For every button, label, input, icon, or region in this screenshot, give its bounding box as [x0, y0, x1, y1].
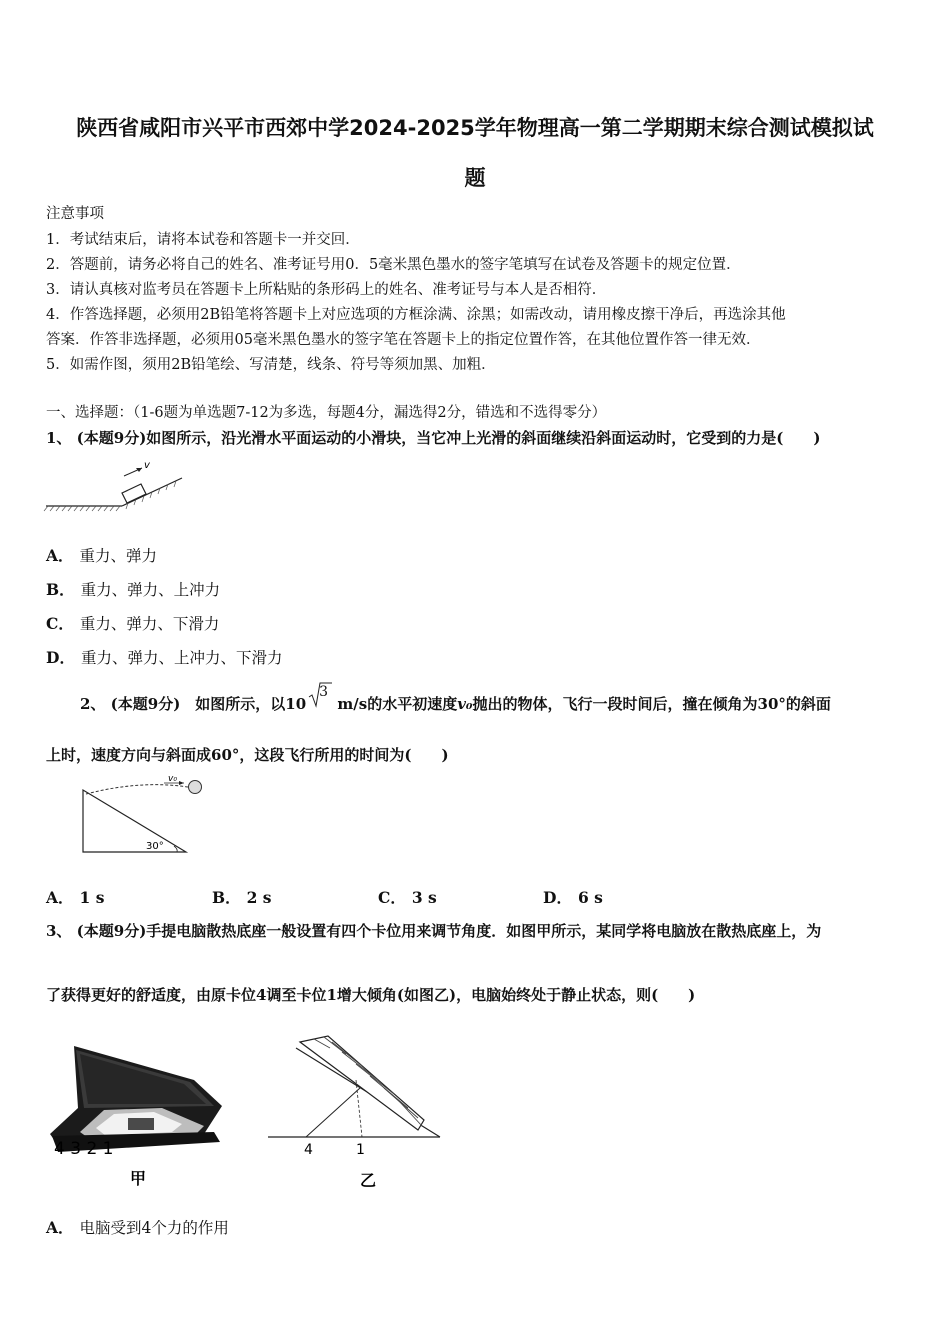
- q1-option-c-text: 重力、弹力、下滑力: [79, 615, 220, 633]
- q3-fig-jia-label: 甲: [130, 1169, 147, 1188]
- q1-option-c-letter: C．: [46, 614, 74, 633]
- notice-item: 1．考试结束后，请将本试卷和答题卡一并交回．: [46, 232, 360, 248]
- q2-option-a-letter: A．: [46, 888, 74, 907]
- q3-fig-jia-numbers: 4 3 2 1: [54, 1139, 114, 1159]
- q2-stem-v0: v₀: [457, 695, 473, 713]
- q2-stem-c: 抛出的物体，飞行一段时间后，撞在倾角为30°的斜面: [472, 695, 831, 713]
- q2-option-a: [46, 886, 110, 908]
- q2-option-b: [212, 886, 278, 908]
- notice-item: 答案．作答非选择题，必须用05毫米黑色墨水的签字笔在答题卡上的指定位置作答，在其他位置作答一律无效．: [46, 332, 761, 348]
- notice-item: 4．作答选择题，必须用2B铅笔将答题卡上对应选项的方框涂满、涂黑；如需改动，请用橡皮擦干净后，再选涂其他: [46, 307, 786, 323]
- notice-item: 2．答题前，请务必将自己的姓名、准考证号用0．5毫米黑色墨水的签字笔填写在试卷及答题卡的规定位置．: [46, 257, 741, 273]
- q3-fig-yi-num4: 4: [304, 1142, 313, 1158]
- q3-option-a-letter: A．: [46, 1218, 74, 1237]
- q1-option-b-text: 重力、弹力、上冲力: [80, 581, 221, 599]
- q2-fig-angle-label: 30°: [146, 841, 164, 852]
- page-title: 陕西省咸阳市兴平市西郊中学2024-2025学年物理高一第二学期期末综合测试模拟试: [76, 116, 874, 140]
- q2-option-c: [378, 886, 443, 908]
- q1-figure-incline: [44, 456, 189, 516]
- q3-figure-yi-diagram: [266, 1030, 451, 1198]
- q3-option-a: [46, 1216, 229, 1238]
- q2-option-b-letter: B．: [212, 888, 241, 907]
- q1-stem: 1、 (本题9分)如图所示，沿光滑水平面运动的小滑块，当它冲上光滑的斜面继续沿斜面运动时，它受到的力是( ): [46, 429, 821, 447]
- q3-fig-yi-label: 乙: [360, 1171, 377, 1190]
- q2-fig-v0-label: v₀: [168, 774, 177, 784]
- q1-fig-v-label: v: [144, 460, 150, 471]
- q2-option-d-text: 6 s: [577, 888, 603, 907]
- q3-option-a-text: 电脑受到4个力的作用: [79, 1219, 229, 1237]
- q1-option-b-letter: B．: [46, 580, 75, 599]
- page-title-line2: 题: [464, 166, 486, 190]
- notice-item: 3．请认真核对监考员在答题卡上所粘贴的条形码上的姓名、准考证号与本人是否相符．: [46, 282, 607, 298]
- q2-option-b-text: 2 s: [246, 888, 272, 907]
- q1-option-d-text: 重力、弹力、上冲力、下滑力: [80, 649, 283, 667]
- q2-option-c-text: 3 s: [411, 888, 437, 907]
- q2-stem-line1: [80, 684, 831, 714]
- q2-stem-line2: 上时，速度方向与斜面成60°，这段飞行所用的时间为( ): [46, 746, 449, 764]
- q1-option-a-text: 重力、弹力: [79, 547, 158, 565]
- q2-stem-a: 2、 (本题9分) 如图所示，以10: [80, 695, 307, 713]
- q3-stem-line2: 了获得更好的舒适度，由原卡位4调至卡位1增大倾角(如图乙)，电脑始终处于静止状态，则( ): [46, 986, 696, 1004]
- q1-option-c: [46, 612, 219, 634]
- q2-figure-slope: [80, 772, 210, 858]
- notice-heading: 注意事项: [46, 206, 104, 222]
- q1-option-d: [46, 646, 282, 668]
- q2-option-d-letter: D．: [543, 888, 572, 907]
- q1-option-a: [46, 544, 157, 566]
- q2-option-d: [543, 886, 609, 908]
- notice-item: 5．如需作图，须用2B铅笔绘、写清楚，线条、符号等须加黑、加粗．: [46, 357, 496, 373]
- sqrt-radicand: 3: [319, 684, 329, 700]
- q1-option-d-letter: D．: [46, 648, 75, 667]
- q3-figure-jia-stand: [44, 1038, 234, 1198]
- q1-option-b: [46, 578, 220, 600]
- section-heading: 一、选择题：（1-6题为单选题7-12为多选，每题4分，漏选得2分，错选和不选得零分）: [46, 405, 607, 421]
- q2-option-c-letter: C．: [378, 888, 406, 907]
- q3-stem-line1: 3、 (本题9分)手提电脑散热底座一般设置有四个卡位用来调节角度．如图甲所示，某同学将电脑放在散热底座上，为: [46, 922, 822, 940]
- q3-fig-yi-num1: 1: [356, 1142, 365, 1158]
- q2-stem-b: m/s的水平初速度: [332, 695, 458, 713]
- q2-option-a-text: 1 s: [79, 888, 105, 907]
- sqrt-symbol: [306, 684, 332, 713]
- q1-option-a-letter: A．: [46, 546, 74, 565]
